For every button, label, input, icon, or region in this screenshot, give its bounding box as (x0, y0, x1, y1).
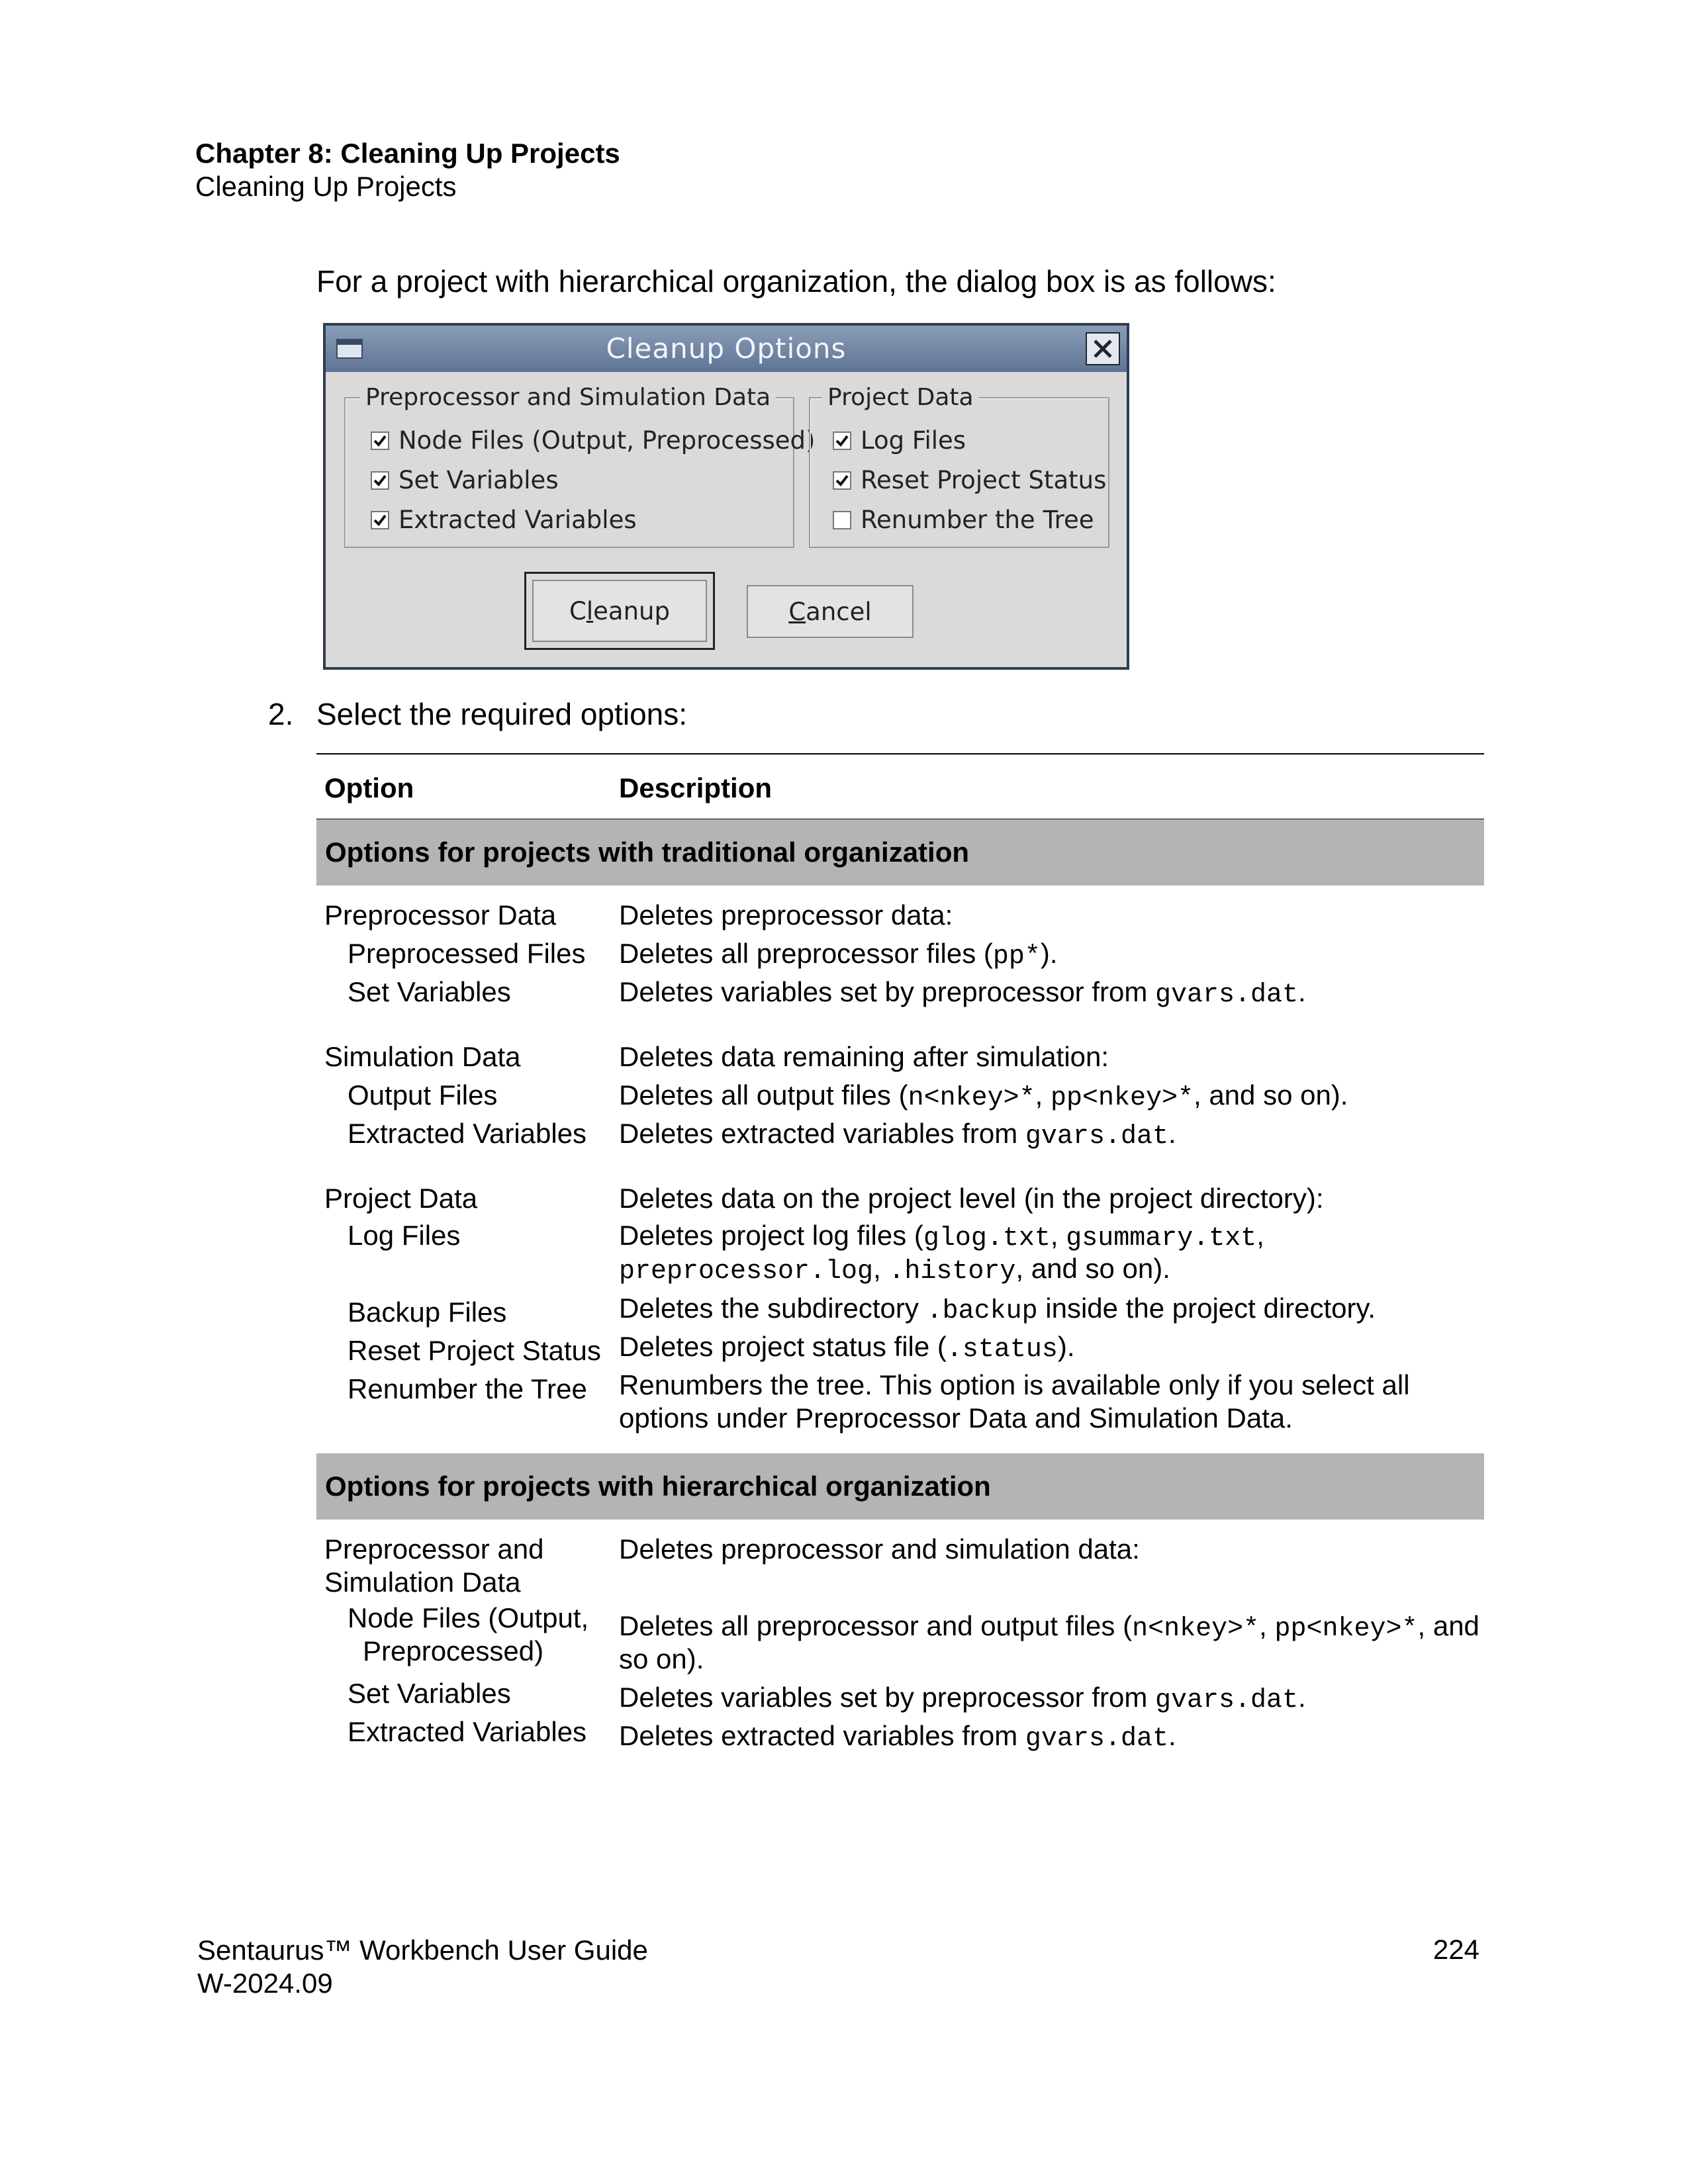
project-data-legend: Project Data (822, 384, 979, 411)
code-run: gvars.dat (1025, 1122, 1168, 1152)
text-run: , and so on). (1015, 1253, 1170, 1284)
text-run: ). (1057, 1331, 1075, 1362)
text-run: Deletes all preprocessor files ( (619, 938, 993, 969)
option-backup-files: Backup Files (348, 1297, 507, 1328)
text-run: , (1050, 1220, 1066, 1251)
option-renumber-tree: Renumber the Tree (348, 1373, 587, 1404)
option-reset-project-status: Reset Project Status (348, 1335, 601, 1366)
desc-set-variables (619, 976, 1306, 1012)
text-run: , and so on). (1193, 1079, 1348, 1111)
log-files-checkbox-row[interactable] (833, 426, 966, 455)
cancel-button[interactable] (747, 585, 914, 638)
text-run: , (1035, 1079, 1051, 1111)
cleanup-label-post: eanup (593, 596, 670, 625)
desc-preprocessor-and-simulation: Deletes preprocessor and simulation data: (619, 1533, 1140, 1565)
text-run: Deletes the subdirectory (619, 1293, 927, 1324)
log-files-label: Log Files (861, 426, 966, 455)
desc-preprocessor-data: Deletes preprocessor data: (619, 899, 953, 931)
desc-simulation-data: Deletes data remaining after simulation: (619, 1041, 1109, 1072)
cancel-label-post: ancel (806, 597, 872, 626)
node-files-checkbox[interactable] (371, 432, 389, 450)
code-run: n<nkey>* (1132, 1614, 1260, 1644)
text-run: . (1168, 1720, 1176, 1751)
desc-reset-project-status (619, 1330, 1075, 1367)
option-set-variables: Set Variables (348, 976, 511, 1007)
section-traditional (316, 819, 1484, 886)
option-preprocessor-and-simulation-line2: Simulation Data (324, 1567, 521, 1598)
chapter-title: Chapter 8: Cleaning Up Projects (195, 138, 620, 169)
text-run: Deletes all preprocessor and output files ( (619, 1610, 1133, 1641)
text-run: , and (1417, 1610, 1479, 1641)
section-hierarchical-label: Options for projects with hierarchical organization (325, 1471, 991, 1502)
intro-paragraph: For a project with hierarchical organization, the dialog box is as follows: (316, 264, 1276, 298)
desc-h-set-variables (619, 1681, 1306, 1717)
option-extracted-variables: Extracted Variables (348, 1118, 587, 1149)
set-variables-label: Set Variables (399, 466, 559, 494)
desc-project-data: Deletes data on the project level (in the project directory): (619, 1183, 1324, 1214)
desc-backup-files (619, 1292, 1376, 1328)
text-run: Deletes extracted variables from (619, 1118, 1025, 1149)
project-data-group (809, 384, 1109, 548)
desc-output-files (619, 1079, 1348, 1115)
text-run: Deletes extracted variables from (619, 1720, 1025, 1751)
option-h-set-variables: Set Variables (348, 1678, 511, 1709)
renumber-tree-label: Renumber the Tree (861, 506, 1094, 534)
code-run: n<nkey>* (908, 1083, 1035, 1113)
text-run: . (1298, 1682, 1306, 1713)
code-run: .status (946, 1335, 1058, 1365)
cleanup-button[interactable] (532, 580, 707, 642)
text-run: Deletes project status file ( (619, 1331, 947, 1362)
check-icon (373, 474, 387, 487)
option-preprocessor-data: Preprocessor Data (324, 899, 557, 931)
reset-project-status-checkbox-row[interactable] (833, 466, 1106, 494)
text-run: Deletes variables set by preprocessor from (619, 976, 1155, 1007)
cleanup-options-dialog (323, 323, 1129, 670)
check-icon (373, 514, 387, 527)
text-run: , (1259, 1610, 1275, 1641)
step-number: 2. (268, 697, 294, 731)
close-button[interactable] (1086, 332, 1120, 365)
option-preprocessor-and-simulation-line1: Preprocessor and (324, 1533, 544, 1565)
log-files-checkbox[interactable] (833, 432, 851, 450)
extracted-variables-checkbox[interactable] (371, 511, 389, 529)
reset-project-status-checkbox[interactable] (833, 471, 851, 490)
desc-node-files-line1 (619, 1610, 1479, 1646)
option-h-extracted-variables: Extracted Variables (348, 1716, 587, 1747)
option-log-files: Log Files (348, 1220, 461, 1251)
code-run: pp<nkey>* (1050, 1083, 1194, 1113)
dialog-titlebar (326, 326, 1127, 372)
code-run: gvars.dat (1155, 1686, 1299, 1715)
footer-guide-title: Sentaurus™ Workbench User Guide (197, 1934, 648, 1966)
desc-renumber-tree-line1: Renumbers the tree. This option is available only if you select all (619, 1369, 1410, 1400)
section-traditional-label: Options for projects with traditional organization (325, 837, 970, 868)
option-preprocessed-files: Preprocessed Files (348, 938, 586, 969)
desc-renumber-tree-line2: options under Preprocessor Data and Simulation Data. (619, 1402, 1293, 1433)
code-run: preprocessor.log (619, 1257, 874, 1287)
option-node-files-line1: Node Files (Output, (348, 1602, 589, 1633)
option-node-files-line2: Preprocessed) (363, 1635, 544, 1666)
code-run: gvars.dat (1155, 980, 1299, 1010)
page-number: 224 (1432, 1934, 1479, 1965)
set-variables-checkbox-row[interactable] (371, 466, 559, 494)
text-run: , (1256, 1220, 1264, 1251)
code-run: .history (888, 1257, 1016, 1287)
code-run: gvars.dat (1025, 1724, 1168, 1754)
node-files-label: Node Files (Output, Preprocessed) (399, 426, 816, 455)
text-run: ). (1040, 938, 1058, 969)
cancel-mnemonic: C (788, 597, 806, 626)
footer-version: W-2024.09 (197, 1968, 333, 1999)
cleanup-label-pre: C (569, 596, 586, 625)
preprocessor-simulation-group (344, 384, 816, 548)
extracted-variables-label: Extracted Variables (399, 506, 637, 534)
desc-node-files-line2: so on). (619, 1643, 704, 1674)
desc-preprocessed-files (619, 937, 1058, 974)
option-project-data: Project Data (324, 1183, 478, 1214)
dialog-title: Cleanup Options (606, 332, 847, 365)
column-header-option: Option (324, 772, 414, 803)
cleanup-mnemonic: l (586, 596, 594, 625)
close-icon (1092, 338, 1114, 360)
code-run: gsummary.txt (1066, 1224, 1257, 1253)
desc-log-files-line1 (619, 1219, 1264, 1255)
column-header-description: Description (619, 772, 773, 803)
text-run: Deletes project log files ( (619, 1220, 923, 1251)
renumber-tree-checkbox-row[interactable] (833, 506, 1094, 534)
section-title: Cleaning Up Projects (195, 171, 457, 202)
check-icon (373, 434, 387, 447)
desc-h-extracted-variables (619, 1719, 1176, 1756)
text-run: , (873, 1253, 889, 1284)
code-run: pp* (992, 942, 1041, 972)
check-icon (835, 474, 849, 487)
desc-extracted-variables (619, 1117, 1176, 1154)
code-run: .backup (926, 1297, 1038, 1326)
step-text: Select the required options: (316, 697, 688, 731)
option-output-files: Output Files (348, 1079, 498, 1111)
text-run: inside the project directory. (1037, 1293, 1376, 1324)
section-hierarchical (316, 1453, 1484, 1520)
extracted-variables-checkbox-row[interactable] (371, 506, 637, 534)
option-simulation-data: Simulation Data (324, 1041, 521, 1072)
set-variables-checkbox[interactable] (371, 471, 389, 490)
preprocessor-simulation-legend: Preprocessor and Simulation Data (360, 384, 776, 411)
node-files-checkbox-row[interactable] (371, 426, 815, 455)
text-run: Deletes all output files ( (619, 1079, 908, 1111)
check-icon (835, 434, 849, 447)
code-run: glog.txt (923, 1224, 1051, 1253)
text-run: Deletes variables set by preprocessor from (619, 1682, 1155, 1713)
code-run: pp<nkey>* (1274, 1614, 1418, 1644)
footer-document-info (197, 1934, 648, 2000)
text-run: . (1168, 1118, 1176, 1149)
table-top-rule (316, 753, 1484, 754)
reset-project-status-label: Reset Project Status (861, 466, 1107, 494)
renumber-tree-checkbox[interactable] (833, 511, 851, 529)
desc-log-files-line2 (619, 1252, 1170, 1289)
text-run: . (1298, 976, 1306, 1007)
